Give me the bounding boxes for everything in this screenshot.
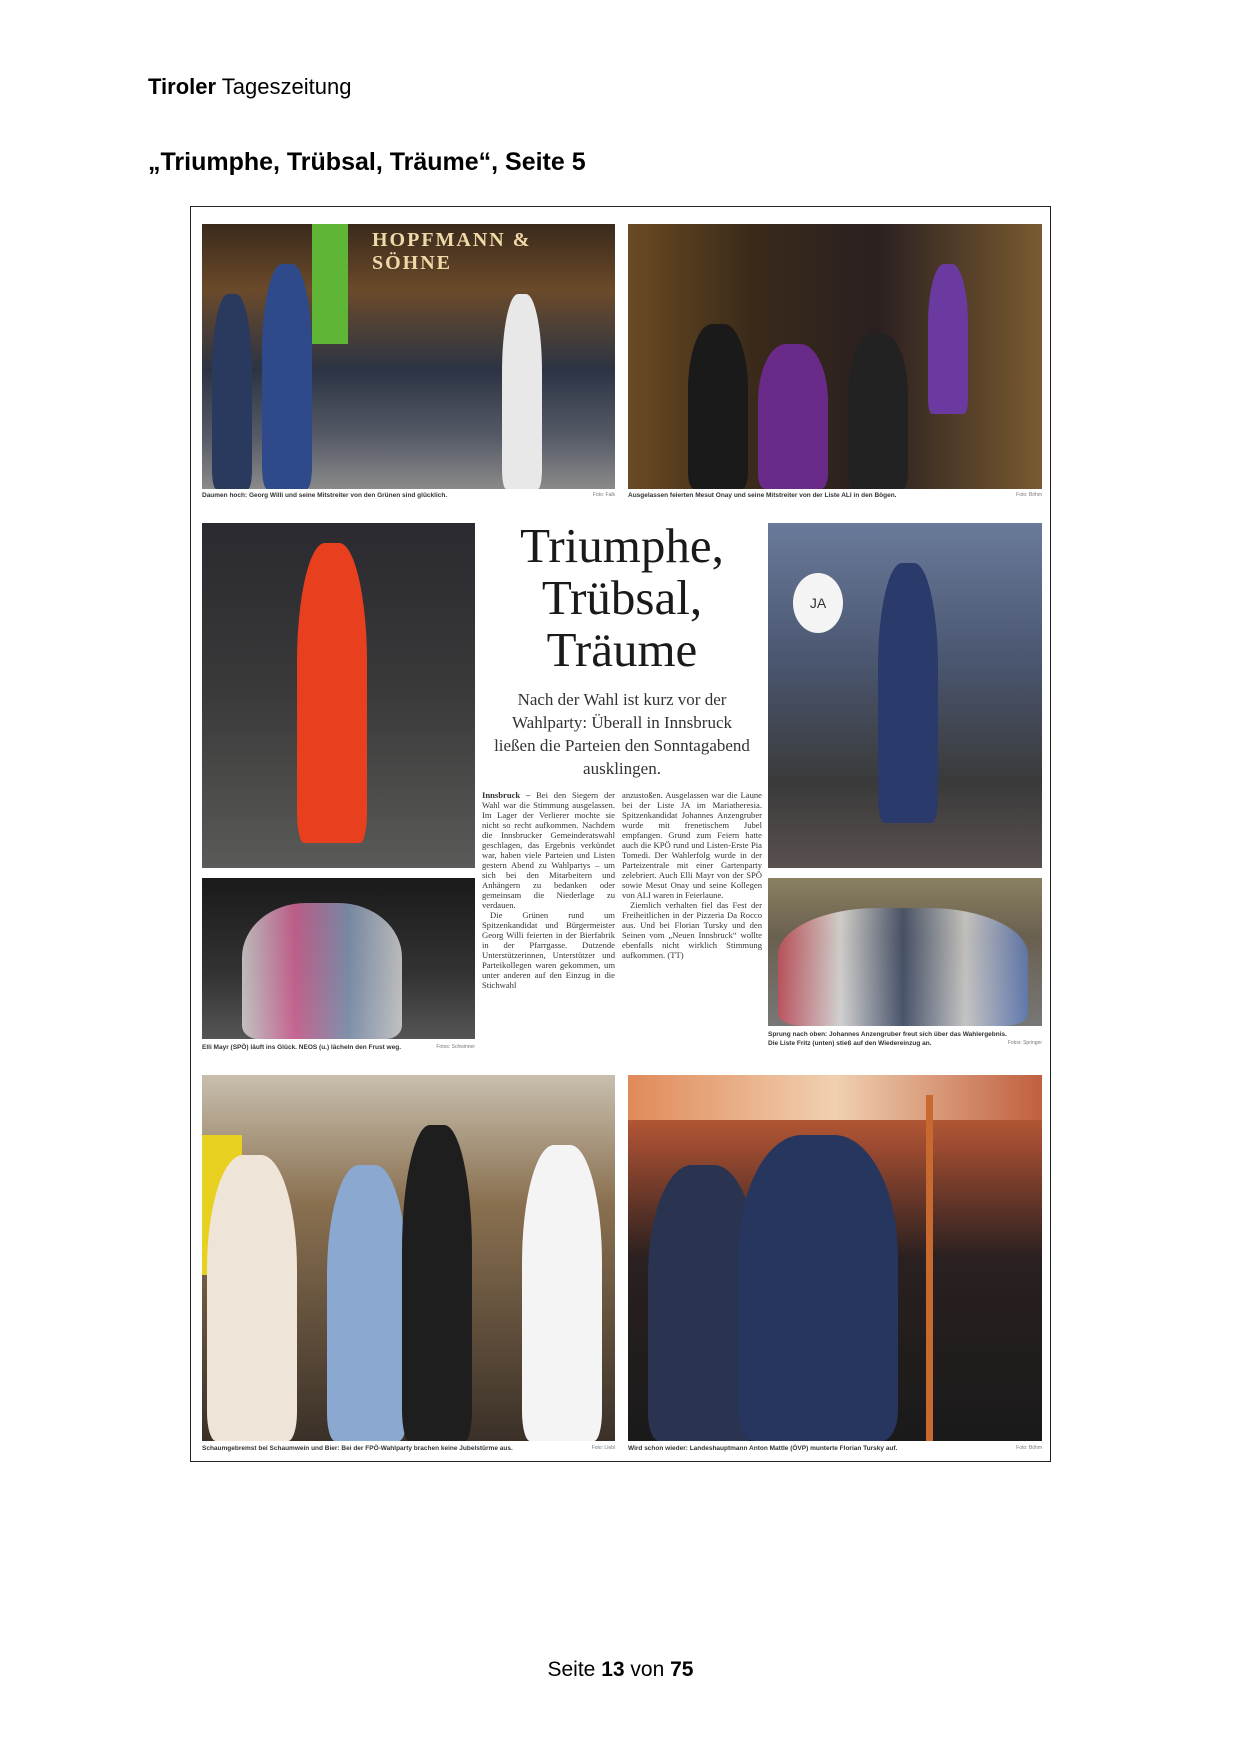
photo-liste-fritz: [768, 878, 1042, 1026]
article-column-2: anzustoßen. Ausgelassen war die Laune bei der Liste JA im Mariatheresia. Spitzenkandidat Johannes Anzengruber wurde mit frenetischem Jubel empfangen. Grund zum Feiern hatte auch die KPÖ rund und Listen-Erste Pia Tomedi. Der Wahlerfolg wurde in der Parteizentrale mit einer Gartenparty zelebriert. Auch Elli Mayr von der SPÖ sowie Mesut Onay und seine Kollegen von ALI waren in Feierlaune. Ziemlich verhalten fiel das Fest der Freiheitlichen in der Pizzeria Da Rocco aus. Und bei Florian Tursky und den Seinen vom „Neuen Innsbruck“ wollte ebenfalls nicht wirklich Stimmung aufkommen. (TT): [622, 790, 762, 960]
balloon: JA: [793, 573, 843, 633]
photo-caption: Elli Mayr (SPÖ) läuft ins Glück. NEOS (u.) lächeln den Frust weg. Fotos: Schwinner: [202, 1044, 475, 1051]
photo-mattle-tursky: [628, 1075, 1042, 1441]
article-headline: Triumphe, Trübsal, Träume: [520, 518, 724, 677]
photo-caption: Sprung nach oben: Johannes Anzengruber freut sich über das Wahlergebnis. Die Liste Fritz (unten) stieß auf den Wiedereinzug an. Fotos: Springer: [768, 1031, 1042, 1047]
photo-anzengruber-jump: [768, 523, 1042, 868]
page-number: Seite 13 von 75: [547, 1658, 694, 1681]
newspaper-name: Tiroler Tageszeitung: [148, 74, 352, 99]
article-reference-title: „Triumphe, Trübsal, Träume“, Seite 5: [148, 148, 586, 176]
photo-elli-mayr: [202, 523, 475, 868]
article-column-1: Innsbruck – Bei den Siegern der Wahl war die Stimmung ausgelassen. Im Lager der Verlierer mochte sie nicht so recht aufkommen. Nachdem die Innsbrucker Gemeinderatswahl geschlagen, das Ergebnis verkündet war, haben viele Parteien und Listen gestern Abend zu Wahlpartys – um sich bei den Mitarbeitern und Anhängern zu bedanken oder gemeinsam die Niederlage zu verdauen. Die Grünen rund um Spitzenkandidat und Bürgermeister Georg Willi feierten in der Bierfabrik in der Pfarrgasse. Dutzende Unterstützerinnen, Unterstützer und Parteikollegen waren gekommen, um unter anderen auf den Einzug in die Stichwahl: [482, 790, 615, 990]
photo-caption: Wird schon wieder: Landeshauptmann Anton Mattle (ÖVP) munterte Florian Tursky auf. Foto: Böhm: [628, 1445, 1042, 1452]
photo-caption: Schaumgebremst bei Schaumwein und Bier: Bei der FPÖ-Wahlparty brachen keine Jubelstürme aus. Foto: Liebl: [202, 1445, 615, 1452]
shop-sign: HOPFMANN & SÖHNE: [372, 229, 532, 274]
article-subheadline: Nach der Wahl ist kurz vor der Wahlparty: Überall in Innsbruck ließen die Parteien den Sonntagabend ausklingen.: [494, 690, 750, 778]
photo-neos-group: [202, 878, 475, 1039]
photo-caption: Daumen hoch: Georg Willi und seine Mitstreiter von den Grünen sind glücklich. Foto: Falk: [202, 492, 615, 499]
photo-caption: Ausgelassen feierten Mesut Onay und seine Mitstreiter von der Liste ALI in den Bögen. Foto: Böhm: [628, 492, 1042, 499]
photo-ali-celebration: [628, 224, 1042, 489]
photo-fpoe-party: [202, 1075, 615, 1441]
photo-greens-celebration: [202, 224, 615, 489]
green-banner: [312, 224, 348, 344]
